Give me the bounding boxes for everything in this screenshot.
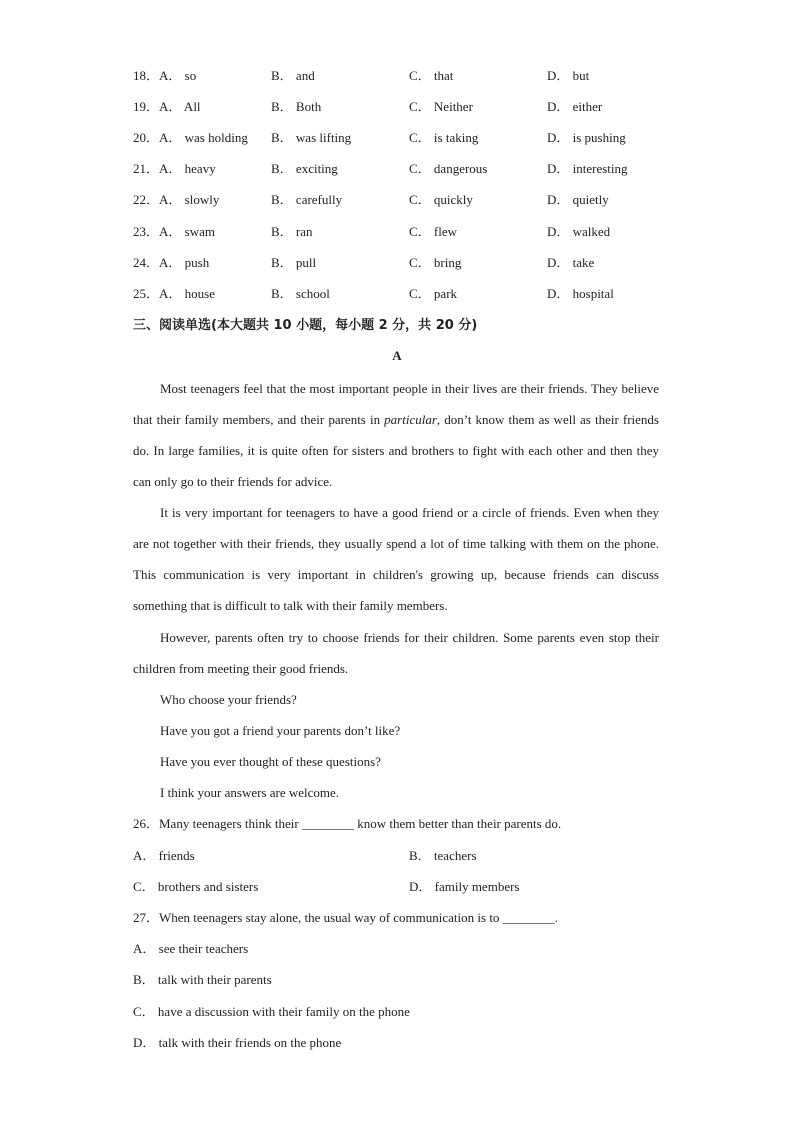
option-b: B． exciting bbox=[271, 161, 338, 176]
option-b: B． teachers bbox=[409, 848, 477, 863]
question-26-stem: 26．Many teenagers think their ________ know them better than their parents do. bbox=[133, 816, 562, 831]
option-a: 18．A． so bbox=[133, 68, 197, 83]
option-b: B． was lifting bbox=[271, 130, 352, 145]
option-a: 23．A． swam bbox=[133, 224, 215, 239]
option-a: 22．A． slowly bbox=[133, 192, 220, 207]
option-c: C． that bbox=[409, 68, 454, 83]
option-c: C． flew bbox=[409, 224, 458, 239]
option-d: D． but bbox=[547, 68, 590, 83]
passage-line-1: Who choose your friends? bbox=[160, 692, 297, 707]
option-a: A． friends bbox=[133, 848, 195, 863]
option-c: C． quickly bbox=[409, 192, 473, 207]
option-a: 25．A． house bbox=[133, 286, 215, 301]
option-a: 24．A． push bbox=[133, 255, 210, 270]
option-d: D． family members bbox=[409, 879, 520, 894]
option-c: C． Neither bbox=[409, 99, 473, 114]
option-d: D． is pushing bbox=[547, 130, 626, 145]
option-a: 21．A． heavy bbox=[133, 161, 216, 176]
question-27-stem: 27．When teenagers stay alone, the usual way of communication is to ________. bbox=[133, 910, 558, 925]
question-27-option-b: B． talk with their parents bbox=[133, 972, 272, 987]
option-c: C． park bbox=[409, 286, 458, 301]
option-c: C． dangerous bbox=[409, 161, 488, 176]
passage-line-4: I think your answers are welcome. bbox=[160, 785, 340, 800]
passage-line-3: Have you ever thought of these questions? bbox=[160, 754, 381, 769]
option-d: D． quietly bbox=[547, 192, 609, 207]
italic-word: particular bbox=[384, 412, 437, 427]
option-b: B． school bbox=[271, 286, 330, 301]
option-b: B． pull bbox=[271, 255, 317, 270]
passage-paragraph-3: However, parents often try to choose friends for their children. Some parents even stop their children from meeting their good friends. bbox=[133, 630, 659, 676]
option-d: D． walked bbox=[547, 224, 611, 239]
option-d: D． take bbox=[547, 255, 595, 270]
passage-letter: A bbox=[392, 348, 402, 363]
option-b: B． ran bbox=[271, 224, 313, 239]
option-d: D． either bbox=[547, 99, 603, 114]
question-27-option-a: A． see their teachers bbox=[133, 941, 249, 956]
option-a: 19．A． All bbox=[133, 99, 201, 114]
option-c: C． brothers and sisters bbox=[133, 879, 259, 894]
section-heading: 三、阅读单选(本大题共 10 小题，每小题 2 分，共 20 分) bbox=[133, 318, 478, 333]
passage-line-2: Have you got a friend your parents don’t like? bbox=[160, 723, 401, 738]
option-a: 20．A． was holding bbox=[133, 130, 248, 145]
option-d: D． interesting bbox=[547, 161, 628, 176]
option-c: C． is taking bbox=[409, 130, 479, 145]
passage-paragraph-1: Most teenagers feel that the most important people in their lives are their friends. They believe that their family members, and their parents in particular, don’t know them as well as their friends do. In large families, it is quite often for sisters and brothers to fight with each other and then they can only go to their friends for advice. bbox=[133, 381, 659, 489]
option-d: D． hospital bbox=[547, 286, 614, 301]
option-b: B． carefully bbox=[271, 192, 343, 207]
question-27-option-d: D． talk with their friends on the phone bbox=[133, 1035, 342, 1050]
option-b: B． and bbox=[271, 68, 315, 83]
passage-paragraph-2: It is very important for teenagers to have a good friend or a circle of friends. Even when they are not together with their friends, they usually spend a lot of time talking with them on the phone. This communication is very important in children's growing up, because friends can discuss something that is difficult to talk with their family members. bbox=[133, 505, 659, 613]
option-c: C． bring bbox=[409, 255, 462, 270]
question-27-option-c: C． have a discussion with their family on the phone bbox=[133, 1004, 410, 1019]
option-b: B． Both bbox=[271, 99, 322, 114]
